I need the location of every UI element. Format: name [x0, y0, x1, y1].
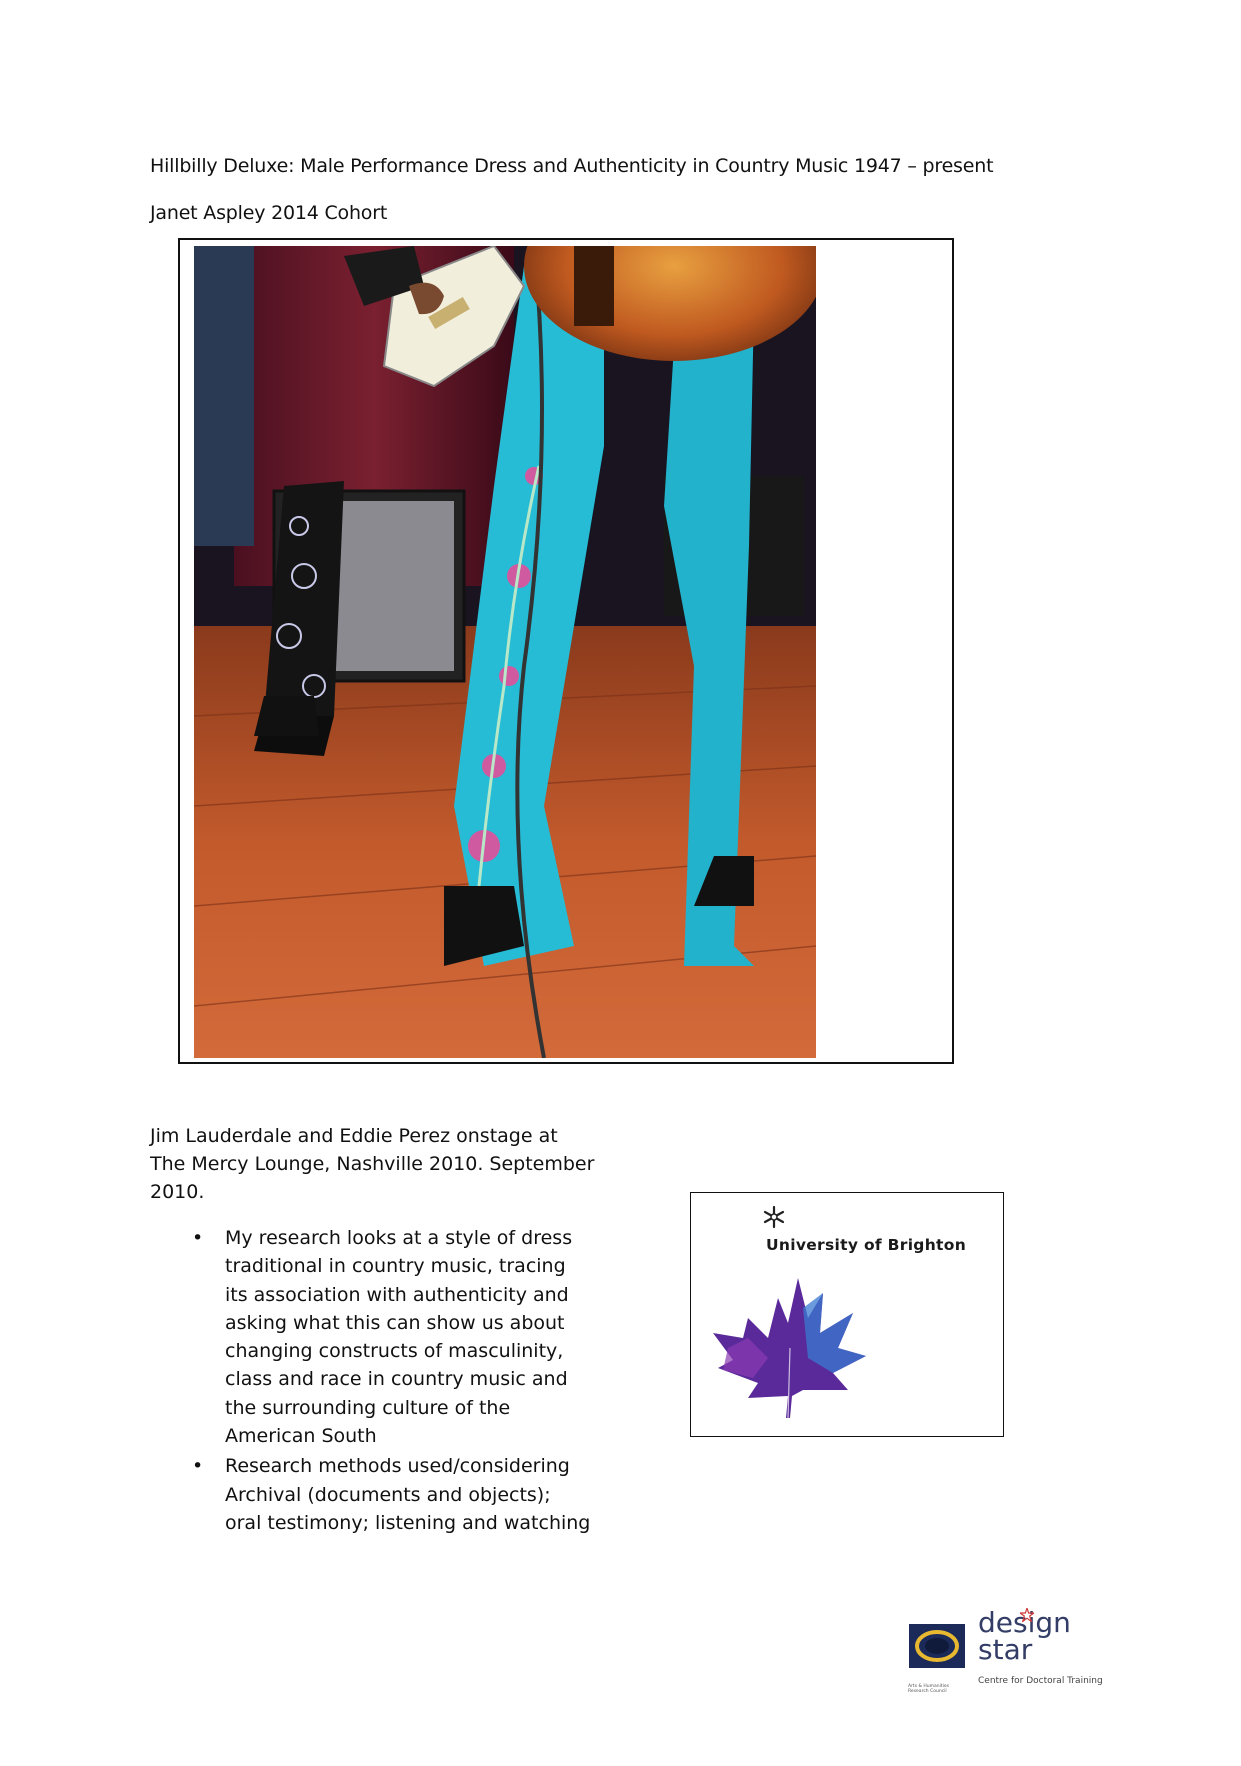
bullet-line: My research looks at a style of dress	[225, 1227, 573, 1249]
ahrc-line-1: Arts & Humanities	[908, 1684, 950, 1689]
bullet-line: class and race in country music and	[225, 1368, 568, 1391]
ahrc-caption	[908, 1684, 968, 1694]
bullet-line: changing constructs of masculinity,	[225, 1340, 564, 1363]
ahrc-line-2: Research Council	[908, 1689, 947, 1694]
design-star-word-star: star	[978, 1633, 1033, 1666]
bullet-line: traditional in country music, tracing	[225, 1255, 566, 1278]
bullet-line: Research methods used/considering	[225, 1455, 570, 1478]
bullet-dot-icon: •	[192, 1455, 204, 1478]
caption-line: 2010.	[150, 1181, 205, 1203]
photo-caption	[150, 1122, 610, 1206]
university-name: University of Brighton	[766, 1236, 967, 1254]
page-title: Hillbilly Deluxe: Male Performance Dress and Authenticity in Country Music 1947 – present	[150, 155, 994, 177]
bullet-item	[150, 1224, 620, 1450]
author-cohort: Janet Aspley 2014 Cohort	[150, 202, 388, 224]
stage-photo	[194, 246, 816, 1058]
caption-line: Jim Lauderdale and Eddie Perez onstage at	[150, 1125, 558, 1147]
design-star-star-icon	[1020, 1608, 1034, 1622]
university-star-icon	[762, 1205, 786, 1229]
design-star-word-design: design	[978, 1606, 1071, 1639]
bullet-dot-icon: •	[192, 1227, 204, 1249]
bullet-line: oral testimony; listening and watching	[225, 1511, 591, 1534]
maple-leaf-icon	[708, 1278, 868, 1426]
bullet-line: Archival (documents and objects);	[225, 1483, 551, 1506]
design-star-subtitle: Centre for Doctoral Training	[978, 1676, 1103, 1686]
caption-line: The Mercy Lounge, Nashville 2010. September	[150, 1153, 595, 1175]
bullet-line: asking what this can show us about	[225, 1311, 565, 1334]
bullet-item	[150, 1452, 620, 1537]
research-bullets	[150, 1224, 620, 1537]
ahrc-logo-icon	[909, 1624, 965, 1684]
bullet-line: American South	[225, 1425, 377, 1448]
bullet-line: its association with authenticity and	[225, 1283, 569, 1306]
bullet-line: the surrounding culture of the	[225, 1396, 511, 1419]
